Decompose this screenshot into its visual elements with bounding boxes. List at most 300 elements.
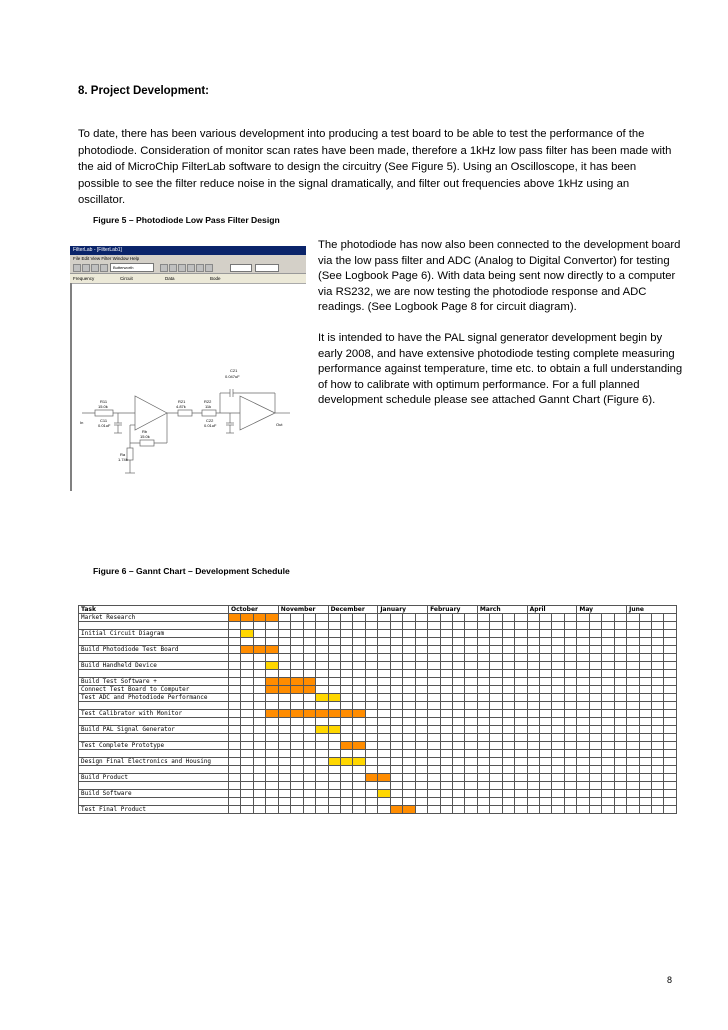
gantt-week-cell (577, 806, 589, 814)
gantt-spacer-cell (291, 702, 303, 710)
gantt-week-cell (552, 806, 564, 814)
gantt-spacer-cell (602, 670, 614, 678)
gantt-week-cell (278, 774, 290, 782)
gantt-spacer-cell (316, 766, 328, 774)
gantt-week-cell (527, 710, 539, 718)
gantt-spacer-cell (428, 622, 440, 630)
gantt-week-cell (465, 614, 477, 622)
gantt-bar-cell (328, 694, 340, 702)
gantt-task-label: Design Final Electronics and Housing (79, 758, 229, 766)
gantt-spacer-cell (303, 718, 315, 726)
gantt-week-cell (564, 686, 576, 694)
gantt-spacer-cell (353, 766, 365, 774)
gantt-week-cell (564, 710, 576, 718)
gantt-week-cell (614, 758, 626, 766)
gantt-week-cell (564, 742, 576, 750)
gantt-spacer-cell (639, 622, 651, 630)
gantt-week-cell (602, 678, 614, 686)
gantt-week-cell (639, 646, 651, 654)
gantt-spacer-cell (564, 622, 576, 630)
ra-value: 1.74k (118, 457, 128, 462)
gantt-spacer-cell (490, 750, 502, 758)
gantt-week-cell (378, 630, 390, 638)
gantt-week-cell (651, 774, 663, 782)
gantt-spacer-cell (577, 622, 589, 630)
gantt-week-cell (651, 694, 663, 702)
gantt-week-cell (341, 694, 353, 702)
gantt-task-label: Build Test Software + (79, 678, 229, 686)
gantt-week-cell (627, 614, 639, 622)
gantt-week-cell (440, 710, 452, 718)
gantt-week-cell (589, 758, 601, 766)
gantt-month-header: June (627, 606, 677, 614)
gantt-spacer-cell (440, 750, 452, 758)
gantt-spacer-cell (589, 782, 601, 790)
gantt-spacer-cell (577, 654, 589, 662)
gantt-week-cell (552, 614, 564, 622)
toolbar-button-icon (91, 264, 99, 272)
gantt-week-cell (316, 790, 328, 798)
gantt-week-cell (390, 710, 402, 718)
gantt-spacer-cell (627, 638, 639, 646)
gantt-week-cell (577, 710, 589, 718)
gantt-spacer-cell (79, 670, 229, 678)
gantt-spacer-cell (627, 702, 639, 710)
gantt-week-cell (353, 806, 365, 814)
c21-label: C21 (230, 368, 238, 373)
gantt-spacer-cell (341, 638, 353, 646)
gantt-week-cell (428, 646, 440, 654)
gantt-spacer-cell (378, 638, 390, 646)
gantt-week-cell (378, 686, 390, 694)
gantt-week-cell (452, 758, 464, 766)
gantt-bar-cell (303, 686, 315, 694)
gantt-spacer-cell (602, 718, 614, 726)
gantt-week-cell (664, 694, 676, 702)
gantt-week-cell (490, 758, 502, 766)
gantt-spacer-cell (577, 782, 589, 790)
gantt-week-cell (229, 758, 241, 766)
gantt-spacer-cell (253, 670, 265, 678)
gantt-spacer-cell (403, 670, 415, 678)
gantt-spacer-cell (440, 622, 452, 630)
gantt-week-cell (465, 694, 477, 702)
gantt-spacer-cell (266, 798, 278, 806)
gantt-week-cell (365, 710, 377, 718)
gantt-spacer-cell (428, 766, 440, 774)
gantt-spacer-cell (577, 718, 589, 726)
gantt-week-cell (365, 662, 377, 670)
gantt-spacer-cell (627, 718, 639, 726)
gantt-week-cell (353, 646, 365, 654)
gantt-week-cell (515, 662, 527, 670)
gantt-week-cell (452, 774, 464, 782)
gantt-week-cell (291, 646, 303, 654)
gantt-week-cell (241, 726, 253, 734)
gantt-week-cell (428, 678, 440, 686)
gantt-week-cell (266, 790, 278, 798)
gantt-week-cell (515, 726, 527, 734)
gantt-spacer-cell (490, 622, 502, 630)
gantt-week-cell (303, 742, 315, 750)
gantt-week-cell (452, 742, 464, 750)
gantt-week-cell (415, 662, 427, 670)
gantt-spacer-cell (552, 798, 564, 806)
gantt-week-cell (266, 694, 278, 702)
gantt-week-cell (428, 742, 440, 750)
gantt-week-cell (403, 774, 415, 782)
gantt-week-cell (564, 806, 576, 814)
gantt-spacer-cell (477, 654, 489, 662)
gantt-week-cell (602, 614, 614, 622)
toolbar-button-icon (160, 264, 168, 272)
gantt-spacer-cell (502, 782, 514, 790)
gantt-week-cell (490, 686, 502, 694)
gantt-week-cell (341, 630, 353, 638)
gantt-week-cell (589, 686, 601, 694)
gantt-spacer-cell (378, 766, 390, 774)
gantt-week-cell (440, 806, 452, 814)
gantt-week-cell (540, 694, 552, 702)
gantt-week-cell (229, 710, 241, 718)
gantt-week-cell (552, 758, 564, 766)
gantt-spacer-cell (502, 670, 514, 678)
gantt-spacer-cell (465, 622, 477, 630)
gantt-week-cell (241, 678, 253, 686)
gantt-bar-cell (303, 678, 315, 686)
gantt-week-cell (266, 742, 278, 750)
gantt-spacer-cell (502, 638, 514, 646)
gantt-spacer-cell (316, 734, 328, 742)
gantt-week-cell (403, 726, 415, 734)
gantt-week-cell (577, 774, 589, 782)
gantt-spacer-cell (415, 638, 427, 646)
r21-label: R21 (178, 399, 186, 404)
gantt-week-cell (390, 774, 402, 782)
gantt-week-cell (627, 790, 639, 798)
gantt-week-cell (502, 710, 514, 718)
gantt-week-cell (428, 614, 440, 622)
gantt-week-cell (502, 686, 514, 694)
gantt-spacer-cell (540, 654, 552, 662)
gantt-week-cell (403, 790, 415, 798)
gantt-spacer-cell (490, 638, 502, 646)
gantt-spacer-cell (328, 782, 340, 790)
gantt-spacer-cell (440, 638, 452, 646)
gantt-week-cell (440, 678, 452, 686)
gantt-spacer-cell (627, 750, 639, 758)
gantt-week-cell (428, 790, 440, 798)
gantt-week-cell (589, 774, 601, 782)
gantt-week-cell (291, 614, 303, 622)
gantt-spacer-cell (428, 750, 440, 758)
toolbar-button-icon (73, 264, 81, 272)
gantt-bar-cell (353, 742, 365, 750)
gantt-week-cell (440, 662, 452, 670)
gantt-week-cell (477, 710, 489, 718)
gantt-spacer-cell (328, 670, 340, 678)
gantt-week-cell (527, 662, 539, 670)
gantt-spacer-cell (527, 798, 539, 806)
gantt-spacer-cell (477, 702, 489, 710)
gantt-week-cell (627, 662, 639, 670)
gantt-spacer-cell (639, 702, 651, 710)
gantt-row (79, 646, 677, 654)
gantt-spacer-cell (477, 750, 489, 758)
gantt-week-cell (353, 678, 365, 686)
gantt-week-cell (303, 694, 315, 702)
gantt-spacer-cell (664, 654, 676, 662)
gantt-spacer-cell (390, 734, 402, 742)
gantt-spacer-cell (440, 782, 452, 790)
gantt-week-cell (465, 774, 477, 782)
gantt-week-cell (589, 806, 601, 814)
gantt-spacer-cell (229, 750, 241, 758)
gantt-week-cell (241, 710, 253, 718)
gantt-spacer-cell (341, 622, 353, 630)
gantt-week-cell (452, 646, 464, 654)
gantt-spacer-cell (664, 718, 676, 726)
gantt-week-cell (477, 806, 489, 814)
gantt-week-cell (428, 774, 440, 782)
gantt-spacer-cell (515, 750, 527, 758)
gantt-week-cell (651, 630, 663, 638)
gantt-spacer-cell (465, 670, 477, 678)
gantt-week-cell (241, 742, 253, 750)
gantt-spacer-cell (589, 670, 601, 678)
gantt-week-cell (253, 678, 265, 686)
gantt-spacer-cell (291, 718, 303, 726)
gantt-week-cell (639, 694, 651, 702)
gantt-week-cell (390, 678, 402, 686)
gantt-spacer-cell (552, 622, 564, 630)
gantt-spacer-cell (490, 702, 502, 710)
r21-value: 4.87k (176, 404, 186, 409)
gantt-week-cell (490, 662, 502, 670)
gantt-week-cell (515, 774, 527, 782)
gantt-spacer-cell (465, 654, 477, 662)
gantt-spacer-cell (316, 670, 328, 678)
gantt-spacer-cell (390, 798, 402, 806)
gantt-week-cell (577, 758, 589, 766)
gantt-week-cell (316, 630, 328, 638)
gantt-week-cell (527, 646, 539, 654)
gantt-spacer-cell (303, 766, 315, 774)
gantt-week-cell (651, 758, 663, 766)
gantt-spacer-cell (515, 638, 527, 646)
gantt-bar-cell (341, 758, 353, 766)
c22-label: C22 (206, 418, 214, 423)
gantt-week-cell (241, 758, 253, 766)
gantt-week-cell (602, 630, 614, 638)
gantt-spacer-cell (477, 670, 489, 678)
gantt-spacer-cell (79, 734, 229, 742)
gantt-month-header: February (428, 606, 478, 614)
gantt-spacer-cell (602, 782, 614, 790)
gantt-week-cell (403, 758, 415, 766)
gantt-spacer-cell (415, 734, 427, 742)
gantt-spacer-cell (664, 670, 676, 678)
gantt-week-cell (278, 806, 290, 814)
tab-data: Data (165, 276, 175, 281)
gantt-week-cell (589, 662, 601, 670)
gantt-row (79, 790, 677, 798)
gantt-spacer-cell (552, 670, 564, 678)
gantt-month-header: March (477, 606, 527, 614)
gantt-spacer-row (79, 702, 677, 710)
gantt-week-cell (589, 614, 601, 622)
gantt-week-cell (515, 758, 527, 766)
gantt-spacer-cell (639, 654, 651, 662)
gantt-week-cell (602, 694, 614, 702)
gantt-week-cell (627, 742, 639, 750)
gantt-spacer-cell (639, 734, 651, 742)
gantt-spacer-cell (229, 734, 241, 742)
gantt-week-cell (477, 630, 489, 638)
gantt-task-label: Test Calibrator with Monitor (79, 710, 229, 718)
gantt-week-cell (490, 806, 502, 814)
gantt-spacer-cell (378, 798, 390, 806)
gantt-spacer-cell (303, 782, 315, 790)
r22-value: 11k (205, 404, 212, 409)
gantt-week-cell (614, 710, 626, 718)
gantt-spacer-row (79, 766, 677, 774)
gantt-week-cell (378, 742, 390, 750)
gantt-spacer-cell (378, 622, 390, 630)
gantt-week-cell (365, 686, 377, 694)
filterlab-toolbar (70, 262, 306, 274)
gantt-week-cell (602, 646, 614, 654)
gantt-spacer-cell (291, 638, 303, 646)
gantt-spacer-cell (390, 654, 402, 662)
gantt-week-cell (278, 694, 290, 702)
gantt-spacer-cell (502, 718, 514, 726)
gantt-spacer-cell (328, 638, 340, 646)
gantt-week-cell (241, 694, 253, 702)
gantt-week-cell (651, 790, 663, 798)
gantt-week-cell (540, 726, 552, 734)
gantt-week-cell (465, 678, 477, 686)
gantt-spacer-cell (316, 750, 328, 758)
gantt-week-cell (564, 630, 576, 638)
gantt-spacer-cell (639, 750, 651, 758)
gantt-spacer-cell (378, 734, 390, 742)
gantt-spacer-cell (515, 798, 527, 806)
gantt-spacer-cell (440, 702, 452, 710)
gantt-spacer-cell (564, 718, 576, 726)
gantt-spacer-cell (428, 734, 440, 742)
gantt-spacer-cell (527, 654, 539, 662)
gantt-week-cell (589, 646, 601, 654)
gantt-bar-cell (341, 742, 353, 750)
gantt-week-cell (241, 790, 253, 798)
gantt-spacer-cell (564, 654, 576, 662)
gantt-spacer-cell (278, 750, 290, 758)
gantt-week-cell (229, 774, 241, 782)
toolbar-field (255, 264, 279, 272)
gantt-spacer-cell (651, 750, 663, 758)
gantt-week-cell (564, 774, 576, 782)
gantt-week-cell (502, 614, 514, 622)
gantt-bar-cell (316, 726, 328, 734)
gantt-week-cell (428, 694, 440, 702)
gantt-spacer-cell (577, 750, 589, 758)
gantt-spacer-cell (266, 782, 278, 790)
gantt-spacer-cell (564, 670, 576, 678)
gantt-spacer-cell (403, 622, 415, 630)
gantt-week-cell (241, 774, 253, 782)
gantt-spacer-cell (452, 670, 464, 678)
gantt-week-cell (664, 774, 676, 782)
gantt-spacer-cell (490, 718, 502, 726)
gantt-week-cell (502, 774, 514, 782)
toolbar-button-icon (187, 264, 195, 272)
gantt-bar-cell (403, 806, 415, 814)
gantt-week-cell (651, 686, 663, 694)
gantt-week-cell (452, 806, 464, 814)
gantt-spacer-cell (278, 622, 290, 630)
gantt-week-cell (229, 630, 241, 638)
gantt-month-header: January (378, 606, 428, 614)
gantt-spacer-cell (477, 638, 489, 646)
gantt-week-cell (390, 662, 402, 670)
gantt-spacer-cell (241, 798, 253, 806)
gantt-week-cell (527, 694, 539, 702)
gantt-week-cell (403, 646, 415, 654)
gantt-spacer-cell (403, 702, 415, 710)
gantt-week-cell (378, 726, 390, 734)
gantt-spacer-cell (602, 766, 614, 774)
gantt-spacer-cell (303, 622, 315, 630)
gantt-spacer-cell (253, 638, 265, 646)
gantt-week-cell (639, 806, 651, 814)
gantt-week-cell (452, 790, 464, 798)
gantt-week-cell (639, 710, 651, 718)
gantt-spacer-cell (316, 654, 328, 662)
gantt-week-cell (365, 630, 377, 638)
gantt-task-header: Task (79, 606, 229, 614)
gantt-spacer-cell (515, 766, 527, 774)
gantt-spacer-cell (390, 670, 402, 678)
gantt-spacer-cell (365, 782, 377, 790)
gantt-spacer-cell (527, 622, 539, 630)
gantt-spacer-cell (378, 702, 390, 710)
gantt-spacer-cell (390, 750, 402, 758)
gantt-week-cell (527, 774, 539, 782)
gantt-week-cell (440, 614, 452, 622)
gantt-spacer-cell (577, 798, 589, 806)
gantt-chart (78, 605, 676, 830)
gantt-week-cell (639, 758, 651, 766)
gantt-spacer-cell (452, 750, 464, 758)
gantt-week-cell (291, 758, 303, 766)
gantt-spacer-cell (278, 734, 290, 742)
gantt-spacer-cell (452, 638, 464, 646)
gantt-week-cell (577, 742, 589, 750)
gantt-week-cell (428, 806, 440, 814)
gantt-week-cell (664, 630, 676, 638)
gantt-spacer-cell (477, 766, 489, 774)
gantt-spacer-cell (266, 654, 278, 662)
gantt-spacer-cell (341, 750, 353, 758)
gantt-spacer-cell (79, 798, 229, 806)
gantt-spacer-cell (79, 750, 229, 758)
gantt-row (79, 742, 677, 750)
gantt-spacer-cell (278, 670, 290, 678)
gantt-spacer-cell (577, 670, 589, 678)
gantt-week-cell (316, 742, 328, 750)
gantt-spacer-cell (465, 702, 477, 710)
